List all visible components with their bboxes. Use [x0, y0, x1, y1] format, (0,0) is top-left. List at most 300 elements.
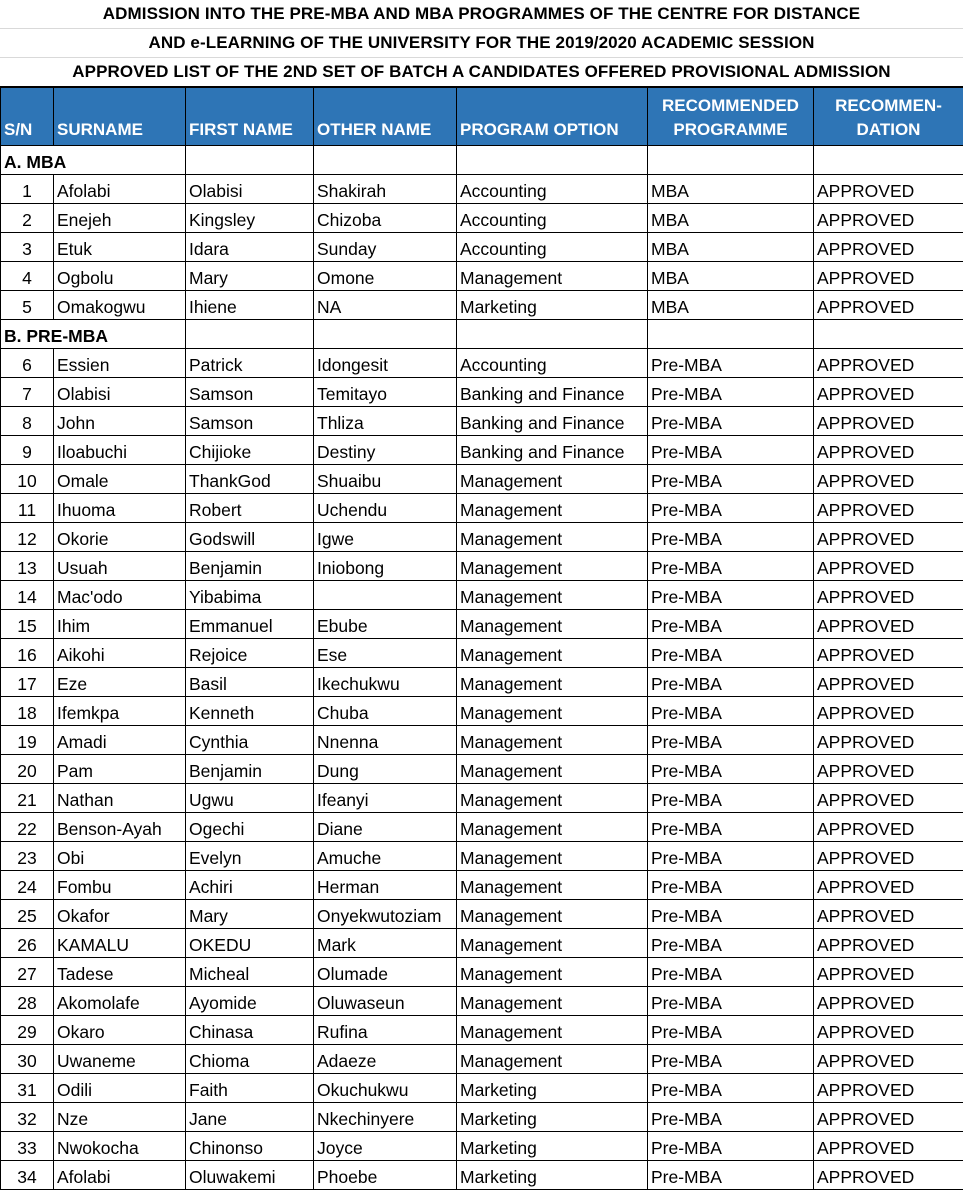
- cell-surname: Mac'odo: [54, 581, 186, 610]
- cell-recommended-programme: Pre-MBA: [648, 1016, 814, 1045]
- cell-surname: Tadese: [54, 958, 186, 987]
- table-row: [1, 494, 963, 523]
- admission-table: [0, 87, 963, 1190]
- cell-first-name: Ugwu: [186, 784, 314, 813]
- cell-recommendation: APPROVED: [814, 842, 963, 871]
- cell-first-name: Kenneth: [186, 697, 314, 726]
- table-row: [1, 1016, 963, 1045]
- title-line-1: ADMISSION INTO THE PRE-MBA AND MBA PROGRAMMES OF THE CENTRE FOR DISTANCE: [0, 0, 963, 29]
- cell-surname: John: [54, 407, 186, 436]
- cell-surname: Afolabi: [54, 175, 186, 204]
- cell-surname: Enejeh: [54, 204, 186, 233]
- cell-sn: 18: [1, 697, 54, 726]
- table-row: [1, 755, 963, 784]
- cell-program-option: Management: [457, 958, 648, 987]
- cell-surname: Fombu: [54, 871, 186, 900]
- cell-recommended-programme: MBA: [648, 233, 814, 262]
- cell-surname: Aikohi: [54, 639, 186, 668]
- cell-surname: Nathan: [54, 784, 186, 813]
- cell-surname: Obi: [54, 842, 186, 871]
- cell-sn: 32: [1, 1103, 54, 1132]
- cell-first-name: Chinonso: [186, 1132, 314, 1161]
- section-label: A. MBA: [1, 146, 186, 175]
- cell-other-name: Phoebe: [314, 1161, 457, 1190]
- col-header-first-name: FIRST NAME: [186, 88, 314, 146]
- cell-recommendation: APPROVED: [814, 871, 963, 900]
- cell-first-name: Rejoice: [186, 639, 314, 668]
- cell-other-name: NA: [314, 291, 457, 320]
- cell-other-name: Thliza: [314, 407, 457, 436]
- cell-sn: 11: [1, 494, 54, 523]
- cell-program-option: Management: [457, 668, 648, 697]
- cell-other-name: Shakirah: [314, 175, 457, 204]
- cell-recommended-programme: Pre-MBA: [648, 871, 814, 900]
- section-row: [1, 320, 963, 349]
- cell-other-name: Ikechukwu: [314, 668, 457, 697]
- cell-other-name: Onyekwutoziam: [314, 900, 457, 929]
- empty-cell: [314, 320, 457, 349]
- cell-other-name: Dung: [314, 755, 457, 784]
- table-row: [1, 552, 963, 581]
- cell-surname: Nwokocha: [54, 1132, 186, 1161]
- cell-sn: 13: [1, 552, 54, 581]
- cell-recommendation: APPROVED: [814, 1161, 963, 1190]
- cell-surname: Uwaneme: [54, 1045, 186, 1074]
- cell-surname: Okaro: [54, 1016, 186, 1045]
- col-header-program-option: PROGRAM OPTION: [457, 88, 648, 146]
- table-row: [1, 407, 963, 436]
- table-row: [1, 929, 963, 958]
- cell-program-option: Management: [457, 726, 648, 755]
- cell-other-name: Sunday: [314, 233, 457, 262]
- cell-other-name: Nnenna: [314, 726, 457, 755]
- cell-program-option: Marketing: [457, 291, 648, 320]
- cell-program-option: Management: [457, 900, 648, 929]
- cell-program-option: Marketing: [457, 1103, 648, 1132]
- col-header-recommended-programme-line2: PROGRAMME: [673, 120, 788, 139]
- table-row: [1, 813, 963, 842]
- cell-first-name: Olabisi: [186, 175, 314, 204]
- cell-first-name: Faith: [186, 1074, 314, 1103]
- cell-surname: Okorie: [54, 523, 186, 552]
- cell-first-name: Chinasa: [186, 1016, 314, 1045]
- cell-other-name: Olumade: [314, 958, 457, 987]
- cell-other-name: Herman: [314, 871, 457, 900]
- cell-other-name: Temitayo: [314, 378, 457, 407]
- cell-surname: Ihim: [54, 610, 186, 639]
- cell-surname: Olabisi: [54, 378, 186, 407]
- cell-first-name: Mary: [186, 262, 314, 291]
- cell-sn: 3: [1, 233, 54, 262]
- cell-recommendation: APPROVED: [814, 262, 963, 291]
- table-row: [1, 639, 963, 668]
- empty-cell: [457, 320, 648, 349]
- cell-other-name: Rufina: [314, 1016, 457, 1045]
- cell-recommendation: APPROVED: [814, 436, 963, 465]
- cell-recommendation: APPROVED: [814, 987, 963, 1016]
- cell-program-option: Management: [457, 610, 648, 639]
- cell-first-name: Ayomide: [186, 987, 314, 1016]
- table-row: [1, 436, 963, 465]
- cell-sn: 25: [1, 900, 54, 929]
- cell-first-name: Emmanuel: [186, 610, 314, 639]
- cell-program-option: Accounting: [457, 349, 648, 378]
- cell-recommendation: APPROVED: [814, 610, 963, 639]
- table-row: [1, 581, 963, 610]
- table-row: [1, 1132, 963, 1161]
- cell-recommended-programme: Pre-MBA: [648, 784, 814, 813]
- table-row: [1, 900, 963, 929]
- cell-surname: Ihuoma: [54, 494, 186, 523]
- cell-sn: 27: [1, 958, 54, 987]
- cell-recommendation: APPROVED: [814, 726, 963, 755]
- cell-recommended-programme: Pre-MBA: [648, 1103, 814, 1132]
- section-label: B. PRE-MBA: [1, 320, 186, 349]
- cell-recommended-programme: Pre-MBA: [648, 552, 814, 581]
- cell-first-name: Chijioke: [186, 436, 314, 465]
- cell-recommended-programme: Pre-MBA: [648, 523, 814, 552]
- cell-recommendation: APPROVED: [814, 900, 963, 929]
- title-line-3: APPROVED LIST OF THE 2ND SET OF BATCH A CANDIDATES OFFERED PROVISIONAL ADMISSION: [0, 58, 963, 87]
- cell-other-name: [314, 581, 457, 610]
- cell-other-name: Shuaibu: [314, 465, 457, 494]
- table-row: [1, 204, 963, 233]
- empty-cell: [186, 146, 314, 175]
- cell-recommended-programme: MBA: [648, 204, 814, 233]
- table-row: [1, 378, 963, 407]
- cell-surname: Essien: [54, 349, 186, 378]
- cell-sn: 8: [1, 407, 54, 436]
- cell-other-name: Mark: [314, 929, 457, 958]
- cell-program-option: Management: [457, 552, 648, 581]
- cell-program-option: Marketing: [457, 1074, 648, 1103]
- table-row: [1, 349, 963, 378]
- cell-sn: 16: [1, 639, 54, 668]
- cell-sn: 14: [1, 581, 54, 610]
- cell-program-option: Management: [457, 581, 648, 610]
- table-row: [1, 610, 963, 639]
- cell-recommended-programme: MBA: [648, 262, 814, 291]
- cell-first-name: Micheal: [186, 958, 314, 987]
- cell-first-name: Mary: [186, 900, 314, 929]
- cell-recommended-programme: Pre-MBA: [648, 813, 814, 842]
- cell-recommendation: APPROVED: [814, 784, 963, 813]
- cell-recommendation: APPROVED: [814, 523, 963, 552]
- cell-surname: Odili: [54, 1074, 186, 1103]
- cell-first-name: Kingsley: [186, 204, 314, 233]
- cell-surname: Benson-Ayah: [54, 813, 186, 842]
- cell-sn: 4: [1, 262, 54, 291]
- cell-other-name: Amuche: [314, 842, 457, 871]
- cell-other-name: Okuchukwu: [314, 1074, 457, 1103]
- empty-cell: [648, 320, 814, 349]
- cell-surname: Ifemkpa: [54, 697, 186, 726]
- cell-recommendation: APPROVED: [814, 1045, 963, 1074]
- cell-first-name: Samson: [186, 378, 314, 407]
- cell-other-name: Oluwaseun: [314, 987, 457, 1016]
- cell-sn: 15: [1, 610, 54, 639]
- col-header-recommendation: [814, 88, 963, 146]
- cell-program-option: Management: [457, 262, 648, 291]
- cell-other-name: Nkechinyere: [314, 1103, 457, 1132]
- cell-recommendation: APPROVED: [814, 639, 963, 668]
- cell-recommendation: APPROVED: [814, 697, 963, 726]
- cell-first-name: Idara: [186, 233, 314, 262]
- cell-recommendation: APPROVED: [814, 813, 963, 842]
- cell-program-option: Accounting: [457, 204, 648, 233]
- cell-sn: 33: [1, 1132, 54, 1161]
- cell-sn: 20: [1, 755, 54, 784]
- cell-surname: Pam: [54, 755, 186, 784]
- col-header-recommended-programme: [648, 88, 814, 146]
- cell-program-option: Management: [457, 697, 648, 726]
- cell-recommendation: APPROVED: [814, 233, 963, 262]
- cell-other-name: Destiny: [314, 436, 457, 465]
- cell-sn: 21: [1, 784, 54, 813]
- cell-program-option: Marketing: [457, 1132, 648, 1161]
- cell-surname: Etuk: [54, 233, 186, 262]
- cell-program-option: Management: [457, 842, 648, 871]
- cell-recommended-programme: MBA: [648, 175, 814, 204]
- table-row: [1, 871, 963, 900]
- cell-other-name: Ebube: [314, 610, 457, 639]
- cell-surname: Omakogwu: [54, 291, 186, 320]
- cell-recommended-programme: Pre-MBA: [648, 378, 814, 407]
- cell-first-name: Patrick: [186, 349, 314, 378]
- table-row: [1, 291, 963, 320]
- cell-sn: 30: [1, 1045, 54, 1074]
- cell-recommended-programme: Pre-MBA: [648, 900, 814, 929]
- cell-other-name: Idongesit: [314, 349, 457, 378]
- cell-first-name: Benjamin: [186, 552, 314, 581]
- cell-recommended-programme: Pre-MBA: [648, 697, 814, 726]
- cell-recommended-programme: Pre-MBA: [648, 465, 814, 494]
- cell-recommendation: APPROVED: [814, 581, 963, 610]
- cell-first-name: Oluwakemi: [186, 1161, 314, 1190]
- cell-recommended-programme: Pre-MBA: [648, 755, 814, 784]
- cell-recommended-programme: Pre-MBA: [648, 581, 814, 610]
- cell-program-option: Marketing: [457, 1161, 648, 1190]
- cell-program-option: Accounting: [457, 233, 648, 262]
- cell-other-name: Diane: [314, 813, 457, 842]
- cell-first-name: Godswill: [186, 523, 314, 552]
- cell-recommended-programme: Pre-MBA: [648, 349, 814, 378]
- cell-other-name: Igwe: [314, 523, 457, 552]
- cell-other-name: Adaeze: [314, 1045, 457, 1074]
- cell-recommendation: APPROVED: [814, 407, 963, 436]
- cell-sn: 9: [1, 436, 54, 465]
- cell-recommendation: APPROVED: [814, 958, 963, 987]
- cell-recommendation: APPROVED: [814, 175, 963, 204]
- cell-first-name: Samson: [186, 407, 314, 436]
- cell-first-name: Ogechi: [186, 813, 314, 842]
- cell-sn: 10: [1, 465, 54, 494]
- cell-recommendation: APPROVED: [814, 378, 963, 407]
- cell-recommended-programme: Pre-MBA: [648, 929, 814, 958]
- cell-sn: 23: [1, 842, 54, 871]
- cell-program-option: Management: [457, 784, 648, 813]
- table-row: [1, 1161, 963, 1190]
- cell-sn: 22: [1, 813, 54, 842]
- cell-surname: Eze: [54, 668, 186, 697]
- cell-recommendation: APPROVED: [814, 929, 963, 958]
- table-row: [1, 465, 963, 494]
- cell-recommendation: APPROVED: [814, 1074, 963, 1103]
- cell-surname: Omale: [54, 465, 186, 494]
- cell-first-name: Robert: [186, 494, 314, 523]
- cell-sn: 28: [1, 987, 54, 1016]
- cell-first-name: ThankGod: [186, 465, 314, 494]
- cell-other-name: Iniobong: [314, 552, 457, 581]
- table-row: [1, 668, 963, 697]
- cell-program-option: Banking and Finance: [457, 407, 648, 436]
- cell-sn: 34: [1, 1161, 54, 1190]
- cell-surname: Iloabuchi: [54, 436, 186, 465]
- table-row: [1, 175, 963, 204]
- cell-recommended-programme: Pre-MBA: [648, 436, 814, 465]
- cell-sn: 26: [1, 929, 54, 958]
- table-row: [1, 726, 963, 755]
- cell-surname: Nze: [54, 1103, 186, 1132]
- cell-first-name: Chioma: [186, 1045, 314, 1074]
- cell-surname: Ogbolu: [54, 262, 186, 291]
- table-row: [1, 784, 963, 813]
- empty-cell: [186, 320, 314, 349]
- cell-recommendation: APPROVED: [814, 1132, 963, 1161]
- cell-recommended-programme: Pre-MBA: [648, 726, 814, 755]
- cell-recommendation: APPROVED: [814, 1016, 963, 1045]
- cell-recommended-programme: Pre-MBA: [648, 842, 814, 871]
- table-row: [1, 842, 963, 871]
- cell-surname: Usuah: [54, 552, 186, 581]
- cell-sn: 6: [1, 349, 54, 378]
- cell-first-name: OKEDU: [186, 929, 314, 958]
- table-row: [1, 1103, 963, 1132]
- cell-surname: KAMALU: [54, 929, 186, 958]
- cell-surname: Akomolafe: [54, 987, 186, 1016]
- cell-recommendation: APPROVED: [814, 1103, 963, 1132]
- cell-program-option: Management: [457, 755, 648, 784]
- cell-program-option: Banking and Finance: [457, 436, 648, 465]
- empty-cell: [814, 320, 963, 349]
- cell-program-option: Management: [457, 465, 648, 494]
- cell-sn: 12: [1, 523, 54, 552]
- cell-recommended-programme: Pre-MBA: [648, 1045, 814, 1074]
- cell-recommended-programme: Pre-MBA: [648, 668, 814, 697]
- cell-recommendation: APPROVED: [814, 755, 963, 784]
- cell-other-name: Ese: [314, 639, 457, 668]
- cell-sn: 1: [1, 175, 54, 204]
- cell-recommendation: APPROVED: [814, 494, 963, 523]
- cell-recommended-programme: Pre-MBA: [648, 1074, 814, 1103]
- cell-first-name: Basil: [186, 668, 314, 697]
- col-header-other-name: OTHER NAME: [314, 88, 457, 146]
- cell-sn: 19: [1, 726, 54, 755]
- col-header-recommendation-line2: DATION: [856, 120, 921, 139]
- header-row: [1, 88, 963, 146]
- cell-first-name: Jane: [186, 1103, 314, 1132]
- cell-other-name: Ifeanyi: [314, 784, 457, 813]
- cell-program-option: Management: [457, 1016, 648, 1045]
- cell-program-option: Banking and Finance: [457, 378, 648, 407]
- cell-recommended-programme: Pre-MBA: [648, 1161, 814, 1190]
- table-row: [1, 958, 963, 987]
- cell-first-name: Yibabima: [186, 581, 314, 610]
- cell-recommended-programme: Pre-MBA: [648, 610, 814, 639]
- cell-recommendation: APPROVED: [814, 465, 963, 494]
- cell-program-option: Management: [457, 639, 648, 668]
- cell-recommended-programme: Pre-MBA: [648, 987, 814, 1016]
- cell-sn: 31: [1, 1074, 54, 1103]
- cell-program-option: Management: [457, 871, 648, 900]
- table-row: [1, 262, 963, 291]
- cell-sn: 17: [1, 668, 54, 697]
- cell-other-name: Chizoba: [314, 204, 457, 233]
- cell-program-option: Management: [457, 929, 648, 958]
- empty-cell: [457, 146, 648, 175]
- cell-recommended-programme: Pre-MBA: [648, 639, 814, 668]
- section-row: [1, 146, 963, 175]
- cell-surname: Amadi: [54, 726, 186, 755]
- cell-sn: 5: [1, 291, 54, 320]
- cell-surname: Afolabi: [54, 1161, 186, 1190]
- table-row: [1, 697, 963, 726]
- col-header-sn: S/N: [1, 88, 54, 146]
- cell-sn: 2: [1, 204, 54, 233]
- cell-program-option: Management: [457, 494, 648, 523]
- cell-recommended-programme: Pre-MBA: [648, 1132, 814, 1161]
- cell-program-option: Accounting: [457, 175, 648, 204]
- cell-program-option: Management: [457, 987, 648, 1016]
- col-header-surname: SURNAME: [54, 88, 186, 146]
- table-header: [1, 88, 963, 146]
- cell-program-option: Management: [457, 1045, 648, 1074]
- cell-program-option: Management: [457, 523, 648, 552]
- cell-recommended-programme: Pre-MBA: [648, 407, 814, 436]
- table-row: [1, 523, 963, 552]
- cell-sn: 29: [1, 1016, 54, 1045]
- col-header-recommended-programme-line1: RECOMMENDED: [662, 96, 799, 115]
- cell-first-name: Cynthia: [186, 726, 314, 755]
- cell-recommendation: APPROVED: [814, 552, 963, 581]
- cell-recommended-programme: MBA: [648, 291, 814, 320]
- cell-recommended-programme: Pre-MBA: [648, 494, 814, 523]
- cell-sn: 7: [1, 378, 54, 407]
- cell-first-name: Evelyn: [186, 842, 314, 871]
- table-body: [1, 146, 963, 1190]
- cell-recommendation: APPROVED: [814, 291, 963, 320]
- cell-sn: 24: [1, 871, 54, 900]
- table-row: [1, 1045, 963, 1074]
- cell-other-name: Uchendu: [314, 494, 457, 523]
- cell-first-name: Ihiene: [186, 291, 314, 320]
- empty-cell: [648, 146, 814, 175]
- table-row: [1, 987, 963, 1016]
- table-row: [1, 1074, 963, 1103]
- cell-first-name: Achiri: [186, 871, 314, 900]
- empty-cell: [314, 146, 457, 175]
- cell-other-name: Omone: [314, 262, 457, 291]
- col-header-recommendation-line1: RECOMMEN-: [835, 96, 942, 115]
- empty-cell: [814, 146, 963, 175]
- cell-other-name: Chuba: [314, 697, 457, 726]
- title-line-2: AND e-LEARNING OF THE UNIVERSITY FOR THE 2019/2020 ACADEMIC SESSION: [0, 29, 963, 58]
- cell-recommendation: APPROVED: [814, 668, 963, 697]
- cell-other-name: Joyce: [314, 1132, 457, 1161]
- cell-program-option: Management: [457, 813, 648, 842]
- cell-surname: Okafor: [54, 900, 186, 929]
- cell-recommended-programme: Pre-MBA: [648, 958, 814, 987]
